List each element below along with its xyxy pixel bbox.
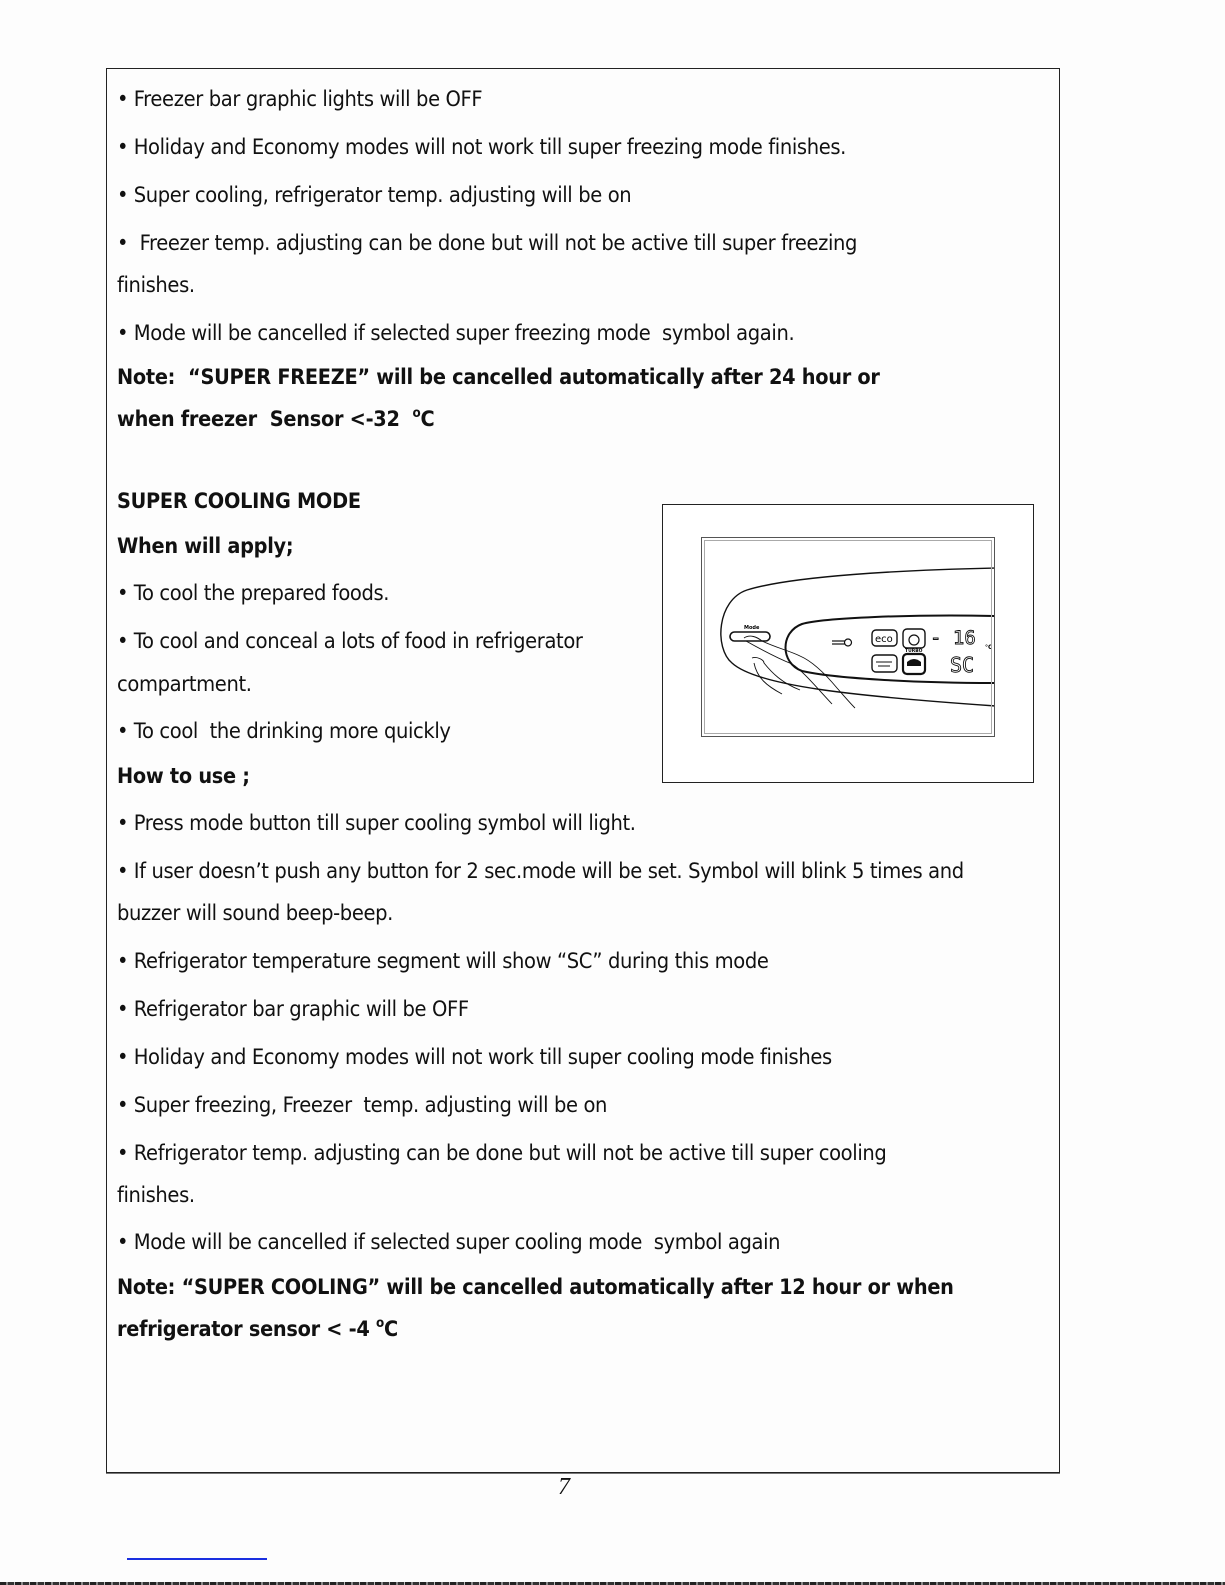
section-title: SUPER COOLING MODE <box>117 489 361 513</box>
bullet: • <box>117 1230 129 1254</box>
list-item-text: To cool the drinking more quickly <box>133 719 451 743</box>
list-item-text: Mode will be cancelled if selected super freezing mode symbol again. <box>133 321 795 345</box>
hand-illustration <box>744 636 855 708</box>
list-item-text: Refrigerator temperature segment will show “SC” during this mode <box>133 949 769 973</box>
control-panel-drawing <box>702 538 995 737</box>
list-item-text: Refrigerator temp. adjusting can be done but will not be active till super cooling <box>133 1141 887 1165</box>
list-item-text: Press mode button till super cooling symbol will light. <box>133 811 636 835</box>
bullet: • <box>117 321 129 345</box>
list-item-text: To cool the prepared foods. <box>133 581 390 605</box>
turbo-label: TURBO <box>905 649 923 654</box>
list-item-text: Refrigerator bar graphic will be OFF <box>133 997 469 1021</box>
list-item-text: Super cooling, refrigerator temp. adjusting will be on <box>133 183 632 207</box>
list-item-text: If user doesn’t push any button for 2 sec.mode will be set. Symbol will blink 5 times and <box>133 859 964 883</box>
degree-sign: o <box>412 406 421 421</box>
bullet: • <box>117 87 129 111</box>
list-item <box>117 183 631 207</box>
bullet: • <box>117 859 129 883</box>
page-number: 7 <box>558 1474 570 1500</box>
list-item-continuation: buzzer will sound beep-beep. <box>117 901 393 925</box>
bullet: • <box>117 1093 129 1117</box>
bullet: • <box>117 719 129 743</box>
list-item <box>117 997 469 1021</box>
fridge-temp-display: SC <box>950 653 975 677</box>
bullet: • <box>117 135 129 159</box>
bullet: • <box>117 1141 129 1165</box>
list-item-continuation: compartment. <box>117 672 252 696</box>
bullet: • <box>117 811 129 835</box>
holiday-icon <box>872 655 897 672</box>
list-item-continuation: finishes. <box>117 273 195 297</box>
list-item-continuation: finishes. <box>117 1183 195 1207</box>
list-item <box>117 231 857 255</box>
control-panel-figure <box>662 504 1034 783</box>
key-lock-icon <box>832 639 852 646</box>
unit: C <box>420 407 435 431</box>
list-item <box>117 1230 780 1254</box>
list-item-text: Holiday and Economy modes will not work till super cooling mode finishes <box>133 1045 832 1069</box>
how-heading: How to use ; <box>117 764 250 788</box>
list-item <box>117 949 768 973</box>
note-text: refrigerator sensor < -4 <box>117 1317 377 1341</box>
list-item <box>117 321 794 345</box>
bullet: • <box>117 629 129 653</box>
list-item-text: Holiday and Economy modes will not work till super freezing mode finishes. <box>133 135 846 159</box>
temp-unit: °C <box>985 644 993 651</box>
list-item <box>117 1093 607 1117</box>
bullet: • <box>117 231 129 255</box>
super-cooling-note: Note: “SUPER COOLING” will be cancelled automatically after 12 hour or when <box>117 1275 954 1299</box>
when-heading: When will apply; <box>117 534 294 558</box>
list-item-text: Freezer temp. adjusting can be done but will not be active till super freezing <box>133 231 858 255</box>
note-text: when freezer Sensor <-32 <box>117 407 413 431</box>
super-cooling-note-line2 <box>117 1317 398 1341</box>
super-freeze-note: Note: “SUPER FREEZE” will be cancelled automatically after 24 hour or <box>117 365 880 389</box>
footer-link[interactable] <box>127 1558 267 1560</box>
list-item-text: Mode will be cancelled if selected super cooling mode symbol again <box>133 1230 781 1254</box>
eco-label: eco <box>875 634 893 645</box>
control-panel-illustration <box>701 537 995 737</box>
list-item-text: To cool and conceal a lots of food in refrigerator <box>133 629 583 653</box>
list-item <box>117 811 636 835</box>
list-item <box>117 719 451 743</box>
list-item <box>117 87 482 111</box>
bullet: • <box>117 183 129 207</box>
bullet: • <box>117 997 129 1021</box>
bullet: • <box>117 1045 129 1069</box>
mode-button[interactable] <box>730 632 770 641</box>
list-item-text: Freezer bar graphic lights will be OFF <box>133 87 483 111</box>
list-item <box>117 859 964 883</box>
degree-sign: o <box>376 1316 384 1331</box>
bullet: • <box>117 581 129 605</box>
list-item <box>117 135 846 159</box>
bullet: • <box>117 949 129 973</box>
list-item <box>117 1141 886 1165</box>
super-freeze-note-line2 <box>117 407 434 431</box>
freezer-temp-display: - 16 <box>930 627 976 649</box>
list-item <box>117 629 583 653</box>
mode-button-label: Mode <box>744 625 760 631</box>
unit: C <box>383 1317 398 1341</box>
list-item <box>117 581 389 605</box>
list-item-text: Super freezing, Freezer temp. adjusting will be on <box>133 1093 608 1117</box>
list-item <box>117 1045 832 1069</box>
